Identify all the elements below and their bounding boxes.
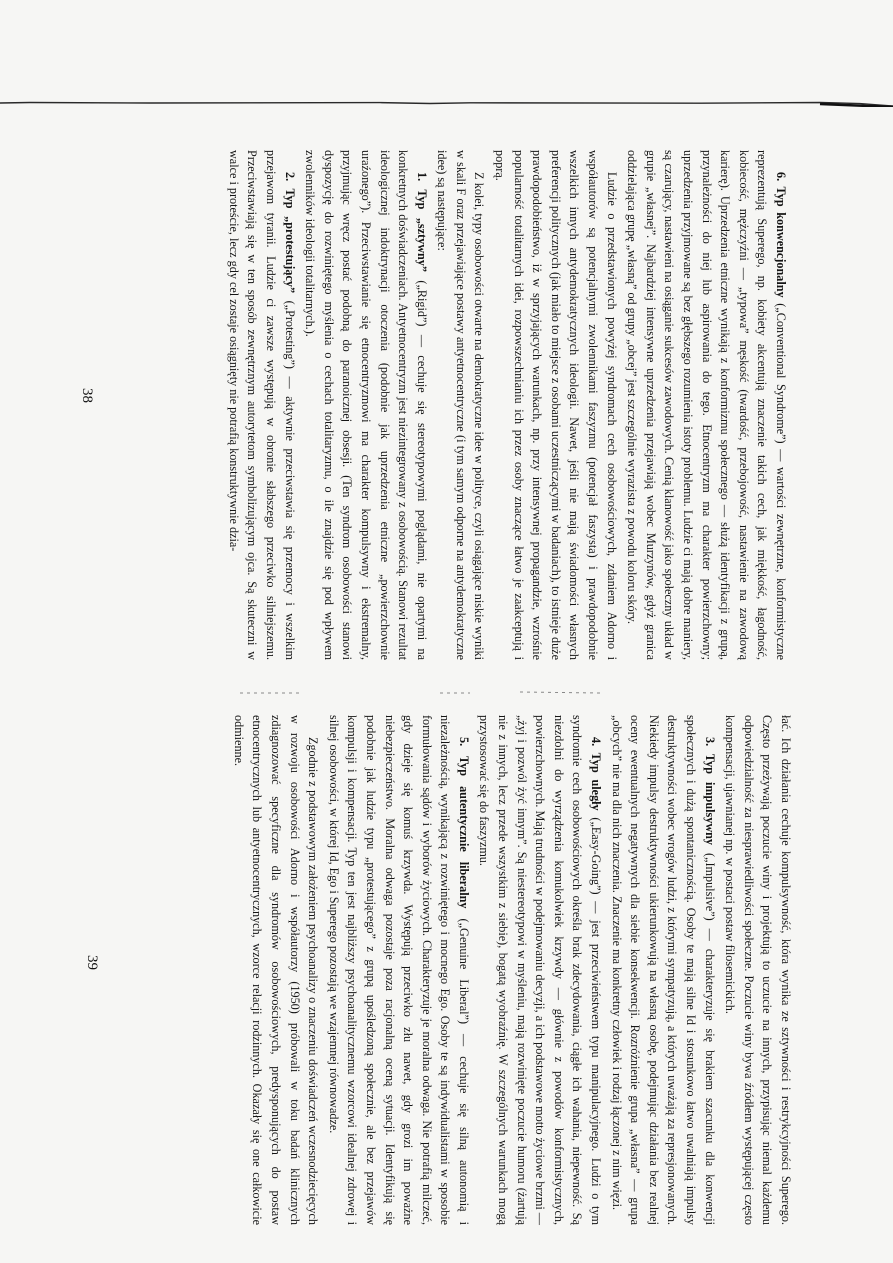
- paragraph-text: Ludzie o przedstawionych powyżej syndromach cech osobowościowych, zdaniem Adorno i współautorów są potencjalnymi zwolennikami faszyzmu (potencjał faszysta) i prawdopodobnie wszelkich innych antydemokratycznych ideologii. Nawet, jeśli nie mają świadomości własnych preferencji politycznych (jak miało to miejsce z osobami uczestniczącymi w badaniach), to istnieje duże prawdopodobieństwo, iż w sprzyjających warunkach, np. przy intensywnej propagandzie, wzrośnie popularność totalitarnych idei, rozpowszechnianiu ich przez osoby znaczące łatwo je zaakceptują i poprą.: [493, 150, 619, 660]
- left-page-text: [222, 150, 790, 660]
- paragraph-text: Z kolei, typy osobowości otwarte na demokratyczne idee w polityce, czyli osiągające niskie wyniki w skali F oraz przejawiające postawy antyetnocentryczne (i tym samym odporne na antydemokratyczne idee) są następujące:: [435, 150, 487, 660]
- left-page-number: 38: [79, 388, 95, 403]
- paragraph-heading: 6. Typ konwencjonalny: [774, 172, 788, 298]
- paragraph-text: („Conventional Syndrome”) — wartości zewnętrzne, konformistyczne reprezentują Superego, np. kobiety akcentują znaczenie takich cech, jak miękkość, łagodność, kobiecość, mężczyźni — „typowa” męskość (twardość, przebojowość, nastawienie na zawodową karierę). Uprzedzenia etniczne wynikają z konformizmu społecznego — służą identyfikacji z grupą, przynależności do niej lub aspirowania do tego. Etnocentryzm ma charakter powierzchowny; uprzedzenia przyjmowane są bez głębszego rozumienia istoty problemu. Ludzie ci mają dobre maniery, są czarujący, nastawieni na osiąganie sukcesów zawodowych. Cenią klanowość jako społeczny układ w grupie „własnej”. Najbardziej intensywne uprzedzenia przejawiają wobec Murzynów, gdyż granica oddzielająca grupę „własną” od grupy „obcej” jest szczególnie wyrazista z powodu koloru skóry.: [625, 150, 788, 660]
- paragraph-heading: 2. Typ „protestujący”: [282, 172, 297, 294]
- paragraph-text: Zgodnie z podstawowym założeniem psychoanalizy o znaczeniu doświadczeń wczesnodziecięcych w rozwoju osobowości Adorno i współautorzy (1950) próbowali w toku badań klinicznych zdiagnozować specyficzne dla syndromów osobowościowych, predysponujących do postaw etnocentrycznych lub antyetnocentrycznych, wzorce relacji rodzinnych. Okazały się one całkowicie odmienne.: [231, 715, 321, 1225]
- paragraph-heading: 3. Typ impulsywny: [702, 737, 717, 845]
- paragraph-type-3: [607, 715, 719, 1225]
- paragraph-heading: 4. Typ uległy: [589, 737, 604, 811]
- paragraph-type-5: [324, 715, 473, 1225]
- paragraph-text: („Easy-Going”) — jest przeciwieństwem typu manipulacyjnego. Ludzi o tym syndromie cech osobowościowych określa brak zdecydowania, ciągłe ich wahania, niepewność. Są niezdolni do wyrządzenia komukolwiek krzywdy — głównie z powodów konformistycznych, powierzchownych. Mają trudności w podejmowaniu decyzji, a ich podstawowe motto życiowe brzmi — „żyj i pozwól żyć innym”. Są niestereotypowi w myśleniu, mają rozwinięte poczucie humoru (żartują nie z innych, lecz przede wszystkim z siebie), bogatą wyobraźnię. W szczególnych warunkach mogą przystosować się do faszyzmu.: [477, 715, 604, 1225]
- paragraph-heading: 5. Typ autentycznie liberalny: [456, 737, 471, 909]
- right-page-number: 39: [84, 955, 100, 970]
- right-page-text: [227, 715, 795, 1225]
- paragraph-family-relations: [229, 715, 322, 1225]
- paragraph-text: („Impulsive”) — charakteryzuje się brakiem szacunku dla konwencji społecznych i dużą spontanicznością. Osoby te mają silne Id i stosunkowo łatwo uwalniają impulsy destruktywności wobec wrogów ludzi, z którymi sympatyzują, a których uważają za represjonowanych. Niekiedy impulsy destruktywności ukierunkowują na własną osobę, podejmując działania bez realnej oceny ewentualnych negatywnych dla siebie konsekwencji. Rozróżnienie grupa „własna” — grupa „obcych” nie ma dla nich znaczenia. Znaczenie ma konkretny człowiek i rodzaj łączonej z nim więzi.: [609, 715, 717, 1225]
- paragraph-type-2: [224, 150, 298, 660]
- paragraph-heading: 1. Typ „sztywny”: [414, 172, 429, 272]
- paragraph-potential-fascist: [491, 150, 621, 660]
- paragraph-democratic-types: [433, 150, 489, 660]
- paragraph-text: („Rigid”) — cechuje się stereotypowymi poglądami, nie opartymi na konkretnych doświadczeniach. Antyetnocentryzm jest niezintegrowany z osobowością. Stanowi rezultat ideologicznej indoktrynacji otoczenia (podobnie jak uprzedzenia etniczne „powierzchownie uraźonego”). Przeciwstawianie się etnocentryzmowi ma charakter kompulsywny i ekstremalny, przyjmując wręcz postać podobną do paranoicznej obsesji. (Ten syndrom osobowości stanowi dyspozycję do rozwiniętego myślenia o cechach totalitaryzmu, o ile znajdzie się pod wpływem zwolenników ideologii totalitarnych.).: [303, 150, 429, 660]
- paragraph-type-6: [623, 150, 790, 660]
- page-gutter: [0, 682, 893, 686]
- paragraph-text: łać. Ich działania cechuje kompulsywność, która wynika ze sztywności i restrykcyjności Superego. Często przeżywają poczucie winy i projektują to uczucie na innych, przypisując niemal każdemu odpowiedzialność za niesprawiedliwości społeczne. Poczucie winy bywa źródłem występującej często kompensacji, ujawnianej np. w postaci postaw filosemickich.: [723, 715, 793, 1225]
- paragraph-text: („Protesting”) — aktywnie przeciwstawia się przemocy i wszelkim przejawom tyranii. Ludzie ci zawsze występują w obronie słabszego przeciwko silniejszemu. Przeciwstawiają się w ten sposób zewnętrznym autorytetom symbolizującym ojca. Są skuteczni w walce i proteście, lecz gdy cel zostaje osiągnięty nie potrafią konstruktywnie dzia-: [226, 150, 297, 660]
- top-edge-rule: [0, 99, 893, 107]
- paragraph-type-4: [475, 715, 605, 1225]
- paragraph-continuation: [721, 715, 795, 1225]
- paragraph-text: („Genuine Liberal”) — cechuje się silną autonomią i niezależnością, wynikającą z rozwiniętego i mocnego Ego. Osoby te są indywidualistami w sposobie formułowania sądów i wyborów życiowych. Charakteryzuje je moralna odwaga. Nie potrafią milczeć, gdy dzieje się komuś krzywda. Występują przeciwko złu nawet, gdy grozi im poważne niebezpieczeństwo. Moralna odwaga pozostaje poza racjonalną oceną sytuacji. Identyfikują się podobnie jak ludzie typu „protestującego” z grupą upośledzoną społecznie, ale bez przejawów kompulsji i kompensacji. Typ ten jest najbliższy psychoanalitycznemu wzorcowi idealnej zdrowej i silnej osobowości, w której Id, Ego i Superego pozostają we wzajemnej równowadze.: [326, 715, 471, 1225]
- paragraph-type-1: [301, 150, 431, 660]
